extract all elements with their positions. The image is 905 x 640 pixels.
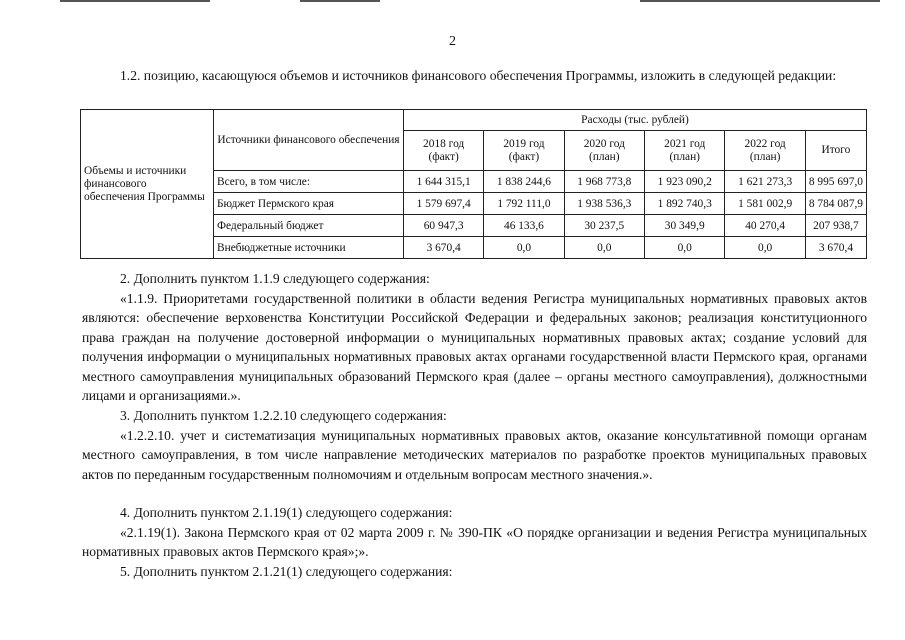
cell-value: 1 892 740,3 — [645, 193, 725, 215]
cell-value: 0,0 — [564, 237, 644, 259]
sources-header: Источники финансового обеспечения — [214, 110, 404, 171]
cell-value: 3 670,4 — [805, 237, 866, 259]
expenses-header: Расходы (тыс. рублей) — [404, 110, 867, 131]
cell-value: 1 581 002,9 — [725, 193, 805, 215]
year-header-2019: 2019 год (факт) — [484, 131, 564, 171]
cell-value: 40 270,4 — [725, 215, 805, 237]
cell-value: 0,0 — [725, 237, 805, 259]
cell-value: 30 237,5 — [564, 215, 644, 237]
cell-value: 1 792 111,0 — [484, 193, 564, 215]
cell-value: 46 133,6 — [484, 215, 564, 237]
paragraph-quote-1-2-2-10: «1.2.2.10. учет и систематизация муниципальных нормативных правовых актов, оказание консультативной помощи органам местного самоуправления, в том числе направление методических материалов по разработке проектов муниципальных правовых актов по переданным государственным полномочиям и отдельным вопросам местного значения.». — [82, 428, 867, 482]
top-rule-left — [60, 0, 210, 2]
paragraph-item-2: 2. Дополнить пунктом 1.1.9 следующего содержания: — [120, 271, 430, 286]
cell-value: 1 838 244,6 — [484, 171, 564, 193]
paragraph-quote-2-1-19-1: «2.1.19(1). Закона Пермского края от 02 марта 2009 г. № 390-ПК «О порядке организации и ведения Регистра муниципальных нормативных правовых актов Пермского края»;». — [82, 525, 867, 560]
paragraph-item-4: 4. Дополнить пунктом 2.1.19(1) следующего содержания: — [120, 505, 453, 520]
year-header-2022: 2022 год (план) — [725, 131, 805, 171]
cell-value: 0,0 — [645, 237, 725, 259]
cell-value: 8 784 087,9 — [805, 193, 866, 215]
source-total: Всего, в том числе: — [214, 171, 404, 193]
cell-value: 1 938 536,3 — [564, 193, 644, 215]
top-rule-middle — [300, 0, 380, 2]
cell-value: 3 670,4 — [404, 237, 484, 259]
cell-value: 1 579 697,4 — [404, 193, 484, 215]
paragraph-item-3: 3. Дополнить пунктом 1.2.2.10 следующего содержания: — [120, 408, 447, 423]
source-extrabudgetary: Внебюджетные источники — [214, 237, 404, 259]
paragraph-quote-1-1-9: «1.1.9. Приоритетами государственной политики в области ведения Регистра муниципальных нормативных правовых актов являются: обеспечение верховенства Конституции Российской Федерации и федеральных законов; реализация конституционного права граждан на получение достоверной информации о муниципальных нормативных правовых актах; создание условий для получения информации о муниципальных нормативных правовых актах органами государственной власти Пермского края, органами местного самоуправления муниципальных образований Пермского края (далее – органы местного самоуправления), должностными лицами и организациями.». — [82, 291, 867, 404]
cell-value: 60 947,3 — [404, 215, 484, 237]
top-rule-right — [640, 0, 880, 2]
cell-value: 1 621 273,3 — [725, 171, 805, 193]
cell-value: 1 644 315,1 — [404, 171, 484, 193]
cell-value: 8 995 697,0 — [805, 171, 866, 193]
paragraph-item-5: 5. Дополнить пунктом 2.1.21(1) следующего содержания: — [120, 564, 453, 579]
source-federal-budget: Федеральный бюджет — [214, 215, 404, 237]
cell-value: 1 923 090,2 — [645, 171, 725, 193]
cell-value: 207 938,7 — [805, 215, 866, 237]
year-header-2021: 2021 год (план) — [645, 131, 725, 171]
cell-value: 0,0 — [484, 237, 564, 259]
page-number: 2 — [449, 34, 456, 49]
source-regional-budget: Бюджет Пермского края — [214, 193, 404, 215]
cell-value: 30 349,9 — [645, 215, 725, 237]
financing-table — [80, 109, 867, 259]
year-header-2018: 2018 год (факт) — [404, 131, 484, 171]
row-label-cell: Объемы и источники финансового обеспечения Программы — [81, 110, 214, 259]
year-header-2020: 2020 год (план) — [564, 131, 644, 171]
intro-paragraph: 1.2. позицию, касающуюся объемов и источников финансового обеспечения Программы, изложить в следующей редакции: — [120, 68, 837, 83]
cell-value: 1 968 773,8 — [564, 171, 644, 193]
total-header: Итого — [805, 131, 866, 171]
